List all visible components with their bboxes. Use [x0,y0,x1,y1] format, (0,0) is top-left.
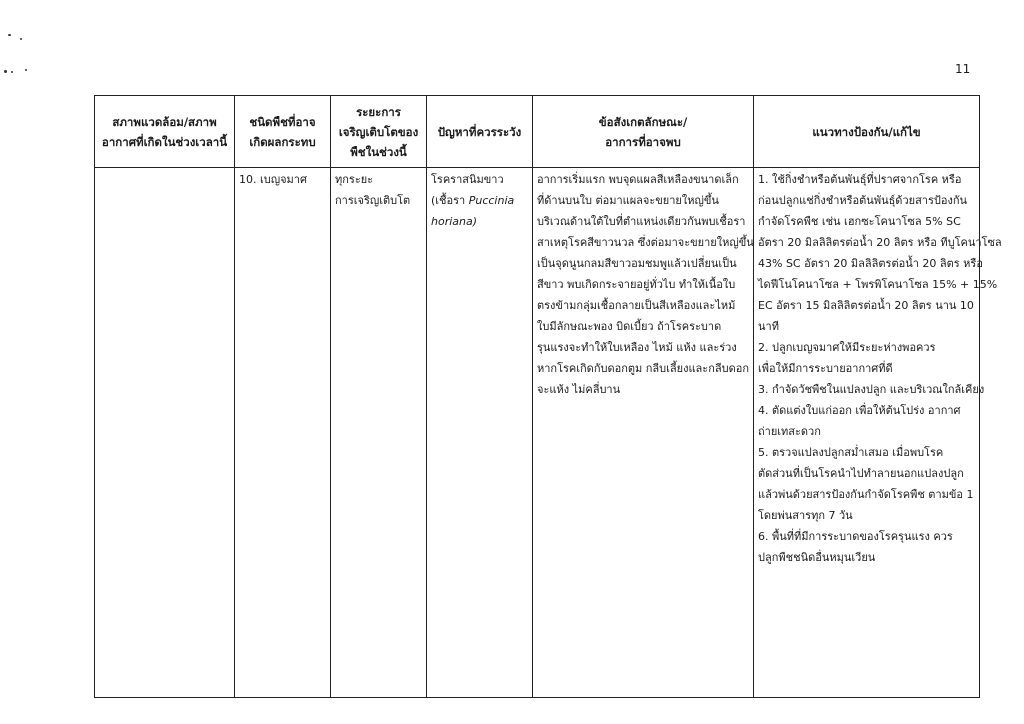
scan-speck [4,70,7,73]
pathogen-genus: Puccinia [468,194,515,207]
header-prevention: แนวทางป้องกัน/แก้ไข [754,96,980,168]
cell-growth-stage: ทุกระยะ การเจริญเติบโต [331,168,427,698]
header-growth-stage: ระยะการ เจริญเติบโตของ พืชในช่วงนี้ [331,96,427,168]
cell-problem [427,168,533,698]
scan-speck [8,34,11,36]
cell-crop: 10. เบญจมาศ [235,168,331,698]
table-row [95,168,980,698]
scan-speck [11,71,13,73]
cell-symptoms: อาการเริ่มแรก พบจุดแผลสีเหลืองขนาดเล็ก ที่ด้านบนใบ ต่อมาแผลจะขยายใหญ่ขึ้น บริเวณด้านใต้ใบที่ตำแหน่งเดียวกันพบเชื้อรา สาเหตุโรคสีขาวนวล ซึ่งต่อมาจะขยายใหญ่ขึ้น เป็นจุดนูนกลมสีขาวอมชมพูแล้วเปลี่ยนเป็น สีขาว พบเกิดกระจายอยู่ทั่วไบ ทำให้เนื้อใบ ตรงข้ามกลุ่มเชื้อกลายเป็นสีเหลืองและไหม้ ใบมีลักษณะพอง บิดเบี้ยว ถ้าโรคระบาด รุนแรงจะทำให้ใบเหลือง ไหม้ แห้ง และร่วง หากโรคเกิดกับดอกตูม กลีบเลี้ยงและกลีบดอก จะแห้ง ไม่คลี่บาน [533,168,754,698]
pathogen-line: (เชื้อรา Puccinia [431,194,515,207]
scan-speck [20,38,22,40]
table-header-row [95,96,980,168]
pathogen-species: horiana) [431,215,478,228]
header-environment: สภาพแวดล้อม/สภาพ อากาศที่เกิดในช่วงเวลานี้ [95,96,235,168]
scan-speck [25,69,27,71]
cell-environment [95,168,235,698]
page-number: 11 [955,62,971,76]
header-problem: ปัญหาที่ควรระวัง [427,96,533,168]
disease-name: โรคราสนิมขาว [431,173,504,186]
cell-prevention: 1. ใช้กิ่งชำหรือต้นพันธุ์ที่ปราศจากโรค หรือ ก่อนปลูกแช่กิ่งชำหรือต้นพันธุ์ด้วยสารป้องกัน กำจัดโรคพืช เช่น เฮกซะโคนาโซล 5% SC อัตรา 20 มิลลิลิตรต่อน้ำ 20 ลิตร หรือ ทีบูโคนาโซล 43% SC อัตรา 20 มิลลิลิตรต่อน้ำ 20 ลิตร หรือ ไดฟีโนโคนาโซล + โพรพิโคนาโซล 15% + 15% EC อัตรา 15 มิลลิลิตรต่อน้ำ 20 ลิตร นาน 10 นาที 2. ปลูกเบญจมาศให้มีระยะห่างพอควร เพื่อให้มีการระบายอากาศที่ดี 3. กำจัดวัชพืชในแปลงปลูก และบริเวณใกล้เคียง 4. ตัดแต่งใบแก่ออก เพื่อให้ต้นโปร่ง อากาศ ถ่ายเทสะดวก 5. ตรวจแปลงปลูกสม่ำเสมอ เมื่อพบโรค ตัดส่วนที่เป็นโรคนำไปทำลายนอกแปลงปลูก แล้วพ่นด้วยสารป้องกันกำจัดโรคพืช ตามข้อ 1 โดยพ่นสารทุก 7 วัน 6. พื้นที่ที่มีการระบาดของโรครุนแรง ควร ปลูกพืชชนิดอื่นหมุนเวียน [754,168,980,698]
header-symptoms: ข้อสังเกตลักษณะ/ อาการที่อาจพบ [533,96,754,168]
pest-problem-table [94,95,1002,698]
header-crop: ชนิดพืชที่อาจ เกิดผลกระทบ [235,96,331,168]
